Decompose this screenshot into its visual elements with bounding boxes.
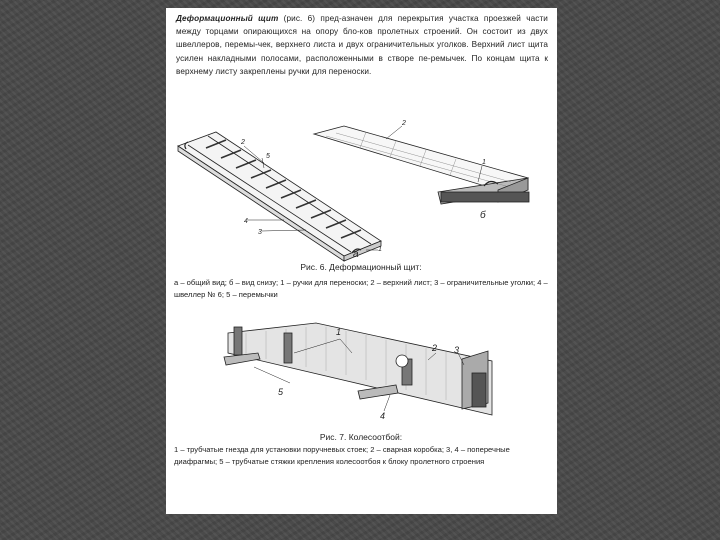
callout-1b: 1 xyxy=(482,159,486,166)
callout-2: 2 xyxy=(432,343,438,353)
callout-5: 5 xyxy=(266,153,270,160)
figure7-caption: 1 – трубчатые гнезда для установки поручневых стоек; 2 – сварная коробка; 3, 4 – поперечные диафрагмы; 5 – трубчатые стяжки крепления колесоотбоя к блоку пролетного строения xyxy=(174,445,510,466)
figure6-label-a: а xyxy=(353,249,359,260)
label-b: б xyxy=(480,210,486,221)
callout-3: 3 xyxy=(258,229,262,236)
callout-5: 5 xyxy=(278,387,284,397)
callout-2: 2 xyxy=(241,139,245,146)
callout-3: 3 xyxy=(454,345,460,355)
callout-2b: 2 xyxy=(402,120,406,127)
callout-1: 1 xyxy=(336,327,342,337)
figure6-title: Рис. 6. Деформационный щит: xyxy=(300,262,422,272)
figure7-title: Рис. 7. Колесоотбой: xyxy=(319,432,403,442)
figure6b-shield xyxy=(314,126,529,204)
callout-4: 4 xyxy=(380,411,386,421)
figure6-caption: а – общий вид; б – вид снизу; 1 – ручки для переноски; 2 – верхний лист; 3 – ограничительные уголки; 4 – швеллер № 6; 5 – перемычки xyxy=(174,278,548,299)
term-heading: Деформационный щит xyxy=(176,14,279,23)
document-page xyxy=(166,8,557,514)
figure6-drawing xyxy=(166,8,557,268)
figure6a-frame xyxy=(178,132,381,261)
callout-1: 1 xyxy=(378,246,382,253)
paragraph-text: (рис. 6) пред-азначен для перекрытия участка проезжей части между торцами опирающихся на опору бло-ков пролетных строений. Он состоит из двух швеллеров, перемы-чек, верхнего листа и двух ограничительных уголков. Верхний лист щита усилен накладными полосами, расположенными в створе пе-ремычек. По концам щита к верхнему листу закреплены ручки для переноски. xyxy=(176,14,548,76)
figure7-drawing xyxy=(166,313,557,428)
callout-4: 4 xyxy=(244,218,248,225)
